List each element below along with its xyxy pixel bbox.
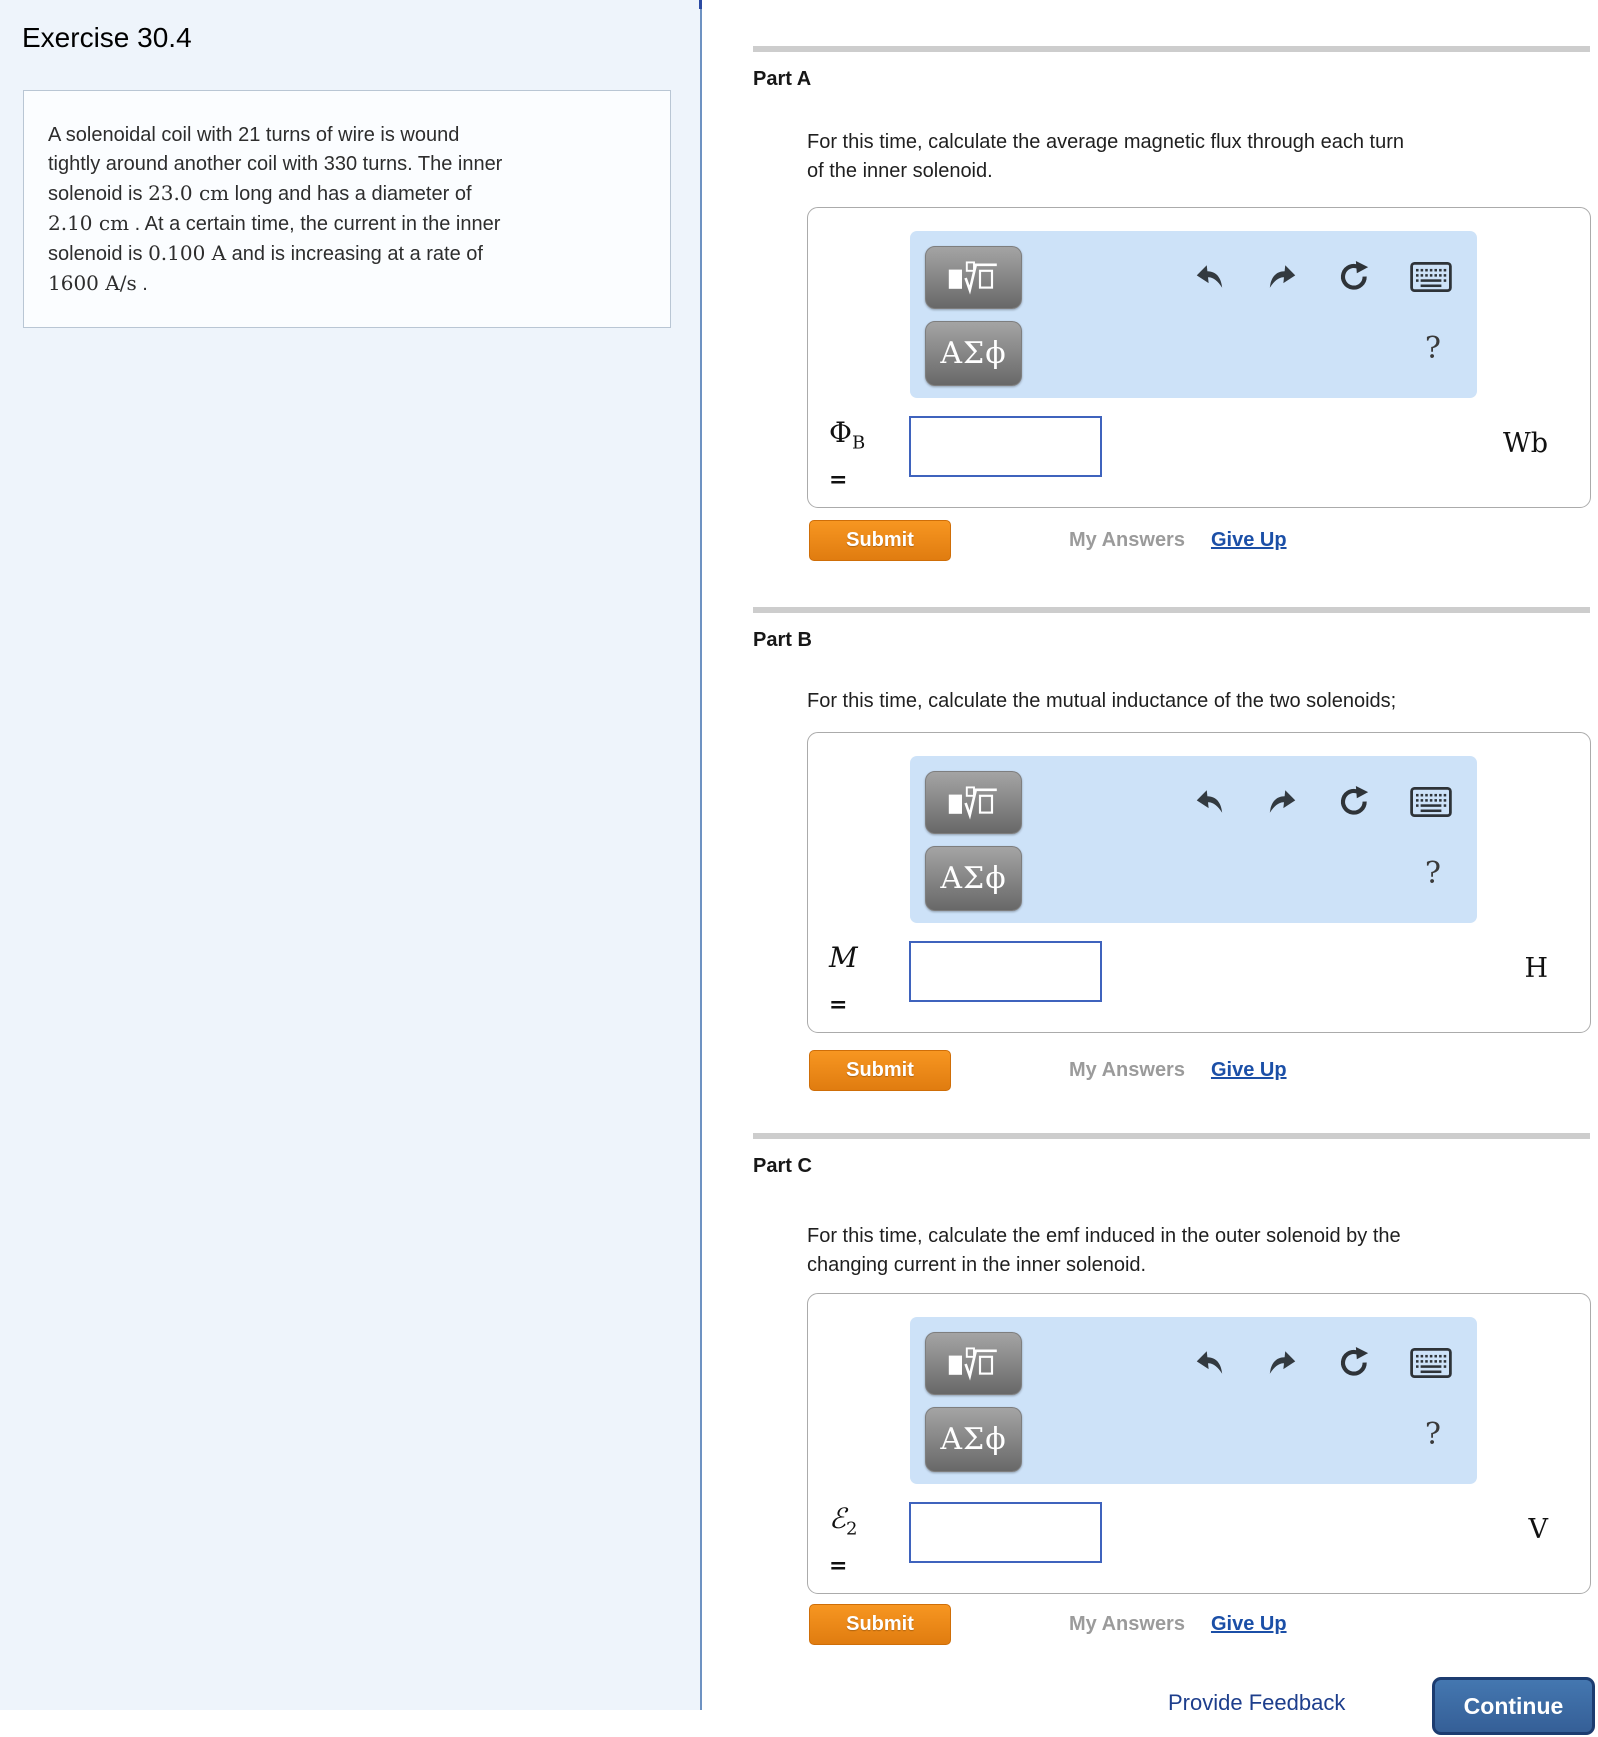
part-c-heading: Part C — [753, 1155, 812, 1177]
part-a-submit-button[interactable]: Submit — [809, 520, 951, 561]
greek-palette-button[interactable] — [925, 1407, 1022, 1472]
part-c-my-answers-link[interactable]: My Answers — [1069, 1613, 1185, 1635]
part-a-give-up-link[interactable]: Give Up — [1210, 529, 1287, 551]
part-c-submit-button[interactable]: Submit — [809, 1604, 951, 1645]
undo-icon — [1192, 784, 1227, 819]
part-b-answer-box — [807, 732, 1591, 1033]
equation-toolbar — [910, 1317, 1477, 1484]
help-button[interactable]: ? — [1424, 331, 1441, 366]
greek-palette-button[interactable] — [925, 846, 1022, 911]
equation-palette-button[interactable] — [925, 1332, 1022, 1395]
answers-panel — [702, 0, 1598, 1719]
part-a-heading: Part A — [753, 68, 812, 90]
keyboard-button[interactable] — [1410, 787, 1452, 817]
footer — [753, 1677, 1590, 1737]
equation-palette-button[interactable] — [925, 246, 1022, 309]
part-b-unit-label: H — [1524, 953, 1548, 984]
part-b-heading: Part B — [753, 629, 812, 651]
part-a-answer-box — [807, 207, 1591, 508]
part-a-answer-input[interactable] — [909, 416, 1102, 477]
equals-sign: = — [829, 991, 848, 1018]
part-c-quantity: ℰ$_2$ = — [829, 1502, 858, 1579]
equation-palette-icon — [942, 1346, 1006, 1382]
continue-button[interactable]: Continue — [1432, 1677, 1595, 1735]
reset-button[interactable] — [1338, 1347, 1370, 1379]
undo-button[interactable] — [1192, 784, 1227, 819]
keyboard-button[interactable] — [1410, 262, 1452, 292]
greek-palette-button[interactable] — [925, 321, 1022, 386]
greek-palette-label: ΑΣϕ — [940, 336, 1007, 371]
undo-button[interactable] — [1192, 1345, 1227, 1380]
part-b-my-answers-link[interactable]: My Answers — [1069, 1059, 1185, 1081]
part-c-prompt: For this time, calculate the emf induced in the outer solenoid by the changing current in the inner solenoid. — [807, 1225, 1401, 1276]
keyboard-icon — [1410, 1348, 1452, 1378]
part-b-submit-button[interactable]: Submit — [809, 1050, 951, 1091]
provide-feedback-link[interactable]: Provide Feedback — [1168, 1690, 1346, 1715]
equals-sign: = — [829, 1552, 848, 1579]
equation-palette-button[interactable] — [925, 771, 1022, 834]
help-button[interactable]: ? — [1424, 856, 1441, 891]
section-divider — [753, 1133, 1590, 1139]
reset-button[interactable] — [1338, 261, 1370, 293]
reset-icon — [1338, 1347, 1370, 1379]
part-c-unit-label: V — [1528, 1514, 1548, 1545]
part-b-give-up-link[interactable]: Give Up — [1210, 1059, 1287, 1081]
part-a-unit-label: Wb — [1502, 428, 1548, 459]
problem-panel — [0, 0, 700, 1710]
part-b-prompt: For this time, calculate the mutual inductance of the two solenoids; — [807, 690, 1397, 712]
redo-icon — [1266, 1347, 1298, 1379]
problem-statement-box — [23, 90, 671, 328]
equation-palette-icon — [942, 785, 1006, 821]
reset-icon — [1338, 786, 1370, 818]
undo-icon — [1192, 259, 1227, 294]
keyboard-button[interactable] — [1410, 1348, 1452, 1378]
redo-icon — [1266, 786, 1298, 818]
part-c-answer-box — [807, 1293, 1591, 1594]
redo-button[interactable] — [1266, 1347, 1298, 1379]
equation-toolbar — [910, 231, 1477, 398]
keyboard-icon — [1410, 262, 1452, 292]
greek-palette-label: ΑΣϕ — [940, 861, 1007, 896]
part-a-prompt: For this time, calculate the average magnetic flux through each turn of the inner solenoid. — [807, 131, 1404, 182]
undo-icon — [1192, 1345, 1227, 1380]
equation-toolbar — [910, 756, 1477, 923]
problem-text: A solenoidal coil with 21 turns of wire is wound tightly around another coil with 330 turns. The inner solenoid is 23.0 cm long and has a diameter of 2.10 cm . At a certain time, the current in the inner solenoid is 0.100 A and is increasing at a rate of 1600 A/s . — [48, 124, 503, 295]
greek-palette-label: ΑΣϕ — [940, 1422, 1007, 1457]
part-a-quantity: $\Phi_B$ = — [829, 416, 866, 493]
part-c-give-up-link[interactable]: Give Up — [1210, 1613, 1287, 1635]
part-b-answer-input[interactable] — [909, 941, 1102, 1002]
part-a-my-answers-link[interactable]: My Answers — [1069, 529, 1185, 551]
redo-icon — [1266, 261, 1298, 293]
part-c-answer-input[interactable] — [909, 1502, 1102, 1563]
reset-icon — [1338, 261, 1370, 293]
section-divider — [753, 46, 1590, 52]
help-button[interactable]: ? — [1424, 1417, 1441, 1452]
part-b-quantity: M = — [829, 941, 858, 1018]
keyboard-icon — [1410, 787, 1452, 817]
equals-sign: = — [829, 466, 848, 493]
redo-button[interactable] — [1266, 786, 1298, 818]
undo-button[interactable] — [1192, 259, 1227, 294]
redo-button[interactable] — [1266, 261, 1298, 293]
exercise-title: Exercise 30.4 — [22, 22, 192, 53]
section-divider — [753, 607, 1590, 613]
reset-button[interactable] — [1338, 786, 1370, 818]
equation-palette-icon — [942, 260, 1006, 296]
